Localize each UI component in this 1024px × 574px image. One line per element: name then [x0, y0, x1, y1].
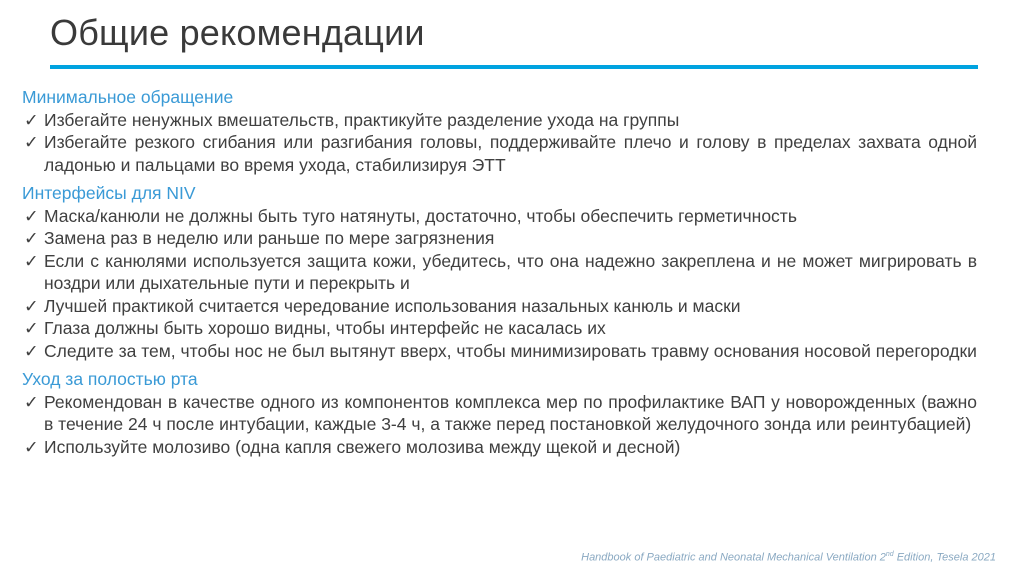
- bullet-list: [22, 205, 977, 363]
- citation-superscript: nd: [885, 551, 894, 558]
- list-item: [22, 109, 977, 132]
- check-icon: ✓: [24, 318, 39, 338]
- list-item: [22, 295, 977, 318]
- source-citation: [581, 551, 996, 564]
- list-item: [22, 131, 977, 176]
- section-heading: Уход за полостью рта: [22, 369, 198, 389]
- list-item-text: Следите за тем, чтобы нос не был вытянут вверх, чтобы минимизировать травму основания носовой перегородки: [44, 340, 977, 361]
- list-item: [22, 391, 977, 436]
- list-item-text: Замена раз в неделю или раньше по мере загрязнения: [44, 228, 495, 248]
- section-minimal-handling: [22, 86, 977, 176]
- section-heading: Интерфейсы для NIV: [22, 183, 196, 203]
- page-title: Общие рекомендации: [50, 12, 425, 53]
- list-item-text: Избегайте ненужных вмешательств, практикуйте разделение ухода на группы: [44, 109, 680, 130]
- section-heading: Минимальное обращение: [22, 87, 234, 107]
- list-item: [22, 227, 977, 250]
- content: [22, 86, 977, 464]
- check-icon: ✓: [24, 250, 39, 271]
- check-icon: ✓: [24, 295, 39, 316]
- check-icon: ✓: [24, 436, 39, 457]
- list-item-text: Избегайте резкого сгибания или разгибания головы, поддерживайте плечо и голову в пределах захвата одной ладонью и пальцами во время ухода, стабилизируя ЭТТ: [44, 132, 977, 175]
- list-item: [22, 205, 977, 228]
- list-item-text: Маска/канюли не должны быть туго натянуты, достаточно, чтобы обеспечить герметичность: [44, 205, 797, 226]
- bullet-list: [22, 109, 977, 177]
- list-item: [22, 250, 977, 295]
- title-underline: [50, 65, 978, 69]
- check-icon: ✓: [24, 132, 39, 152]
- list-item-text: Лучшей практикой считается чередование использования назальных канюль и маски: [44, 295, 741, 316]
- list-item-text: Рекомендован в качестве одного из компонентов комплекса мер по профилактике ВАП у новорожденных (важно в течение 24 ч после интубации, каждые 3-4 ч, а также перед постановкой желудочного зонда или реинтубацией): [44, 391, 977, 434]
- check-icon: ✓: [24, 109, 39, 130]
- list-item-text: Используйте молозиво (одна капля свежего молозива между щекой и десной): [44, 436, 681, 457]
- citation-text: Handbook of Paediatric and Neonatal Mechanical Ventilation 2: [581, 551, 886, 564]
- list-item: [22, 340, 977, 363]
- citation-text-end: Edition, Tesela 2021: [893, 551, 996, 564]
- list-item-text: Если с канюлями используется защита кожи, убедитесь, что она надежно закреплена и не может мигрировать в ноздри или дыхательные пути и перекрыть и: [44, 250, 977, 293]
- bullet-list: [22, 391, 977, 459]
- section-niv-interfaces: [22, 182, 977, 362]
- list-item: [22, 317, 977, 340]
- check-icon: ✓: [24, 340, 39, 361]
- check-icon: ✓: [24, 391, 39, 412]
- section-oral-care: [22, 368, 977, 458]
- check-icon: ✓: [24, 205, 39, 226]
- check-icon: ✓: [24, 228, 39, 248]
- list-item-text: Глаза должны быть хорошо видны, чтобы интерфейс не касалась их: [44, 318, 606, 338]
- list-item: [22, 436, 977, 459]
